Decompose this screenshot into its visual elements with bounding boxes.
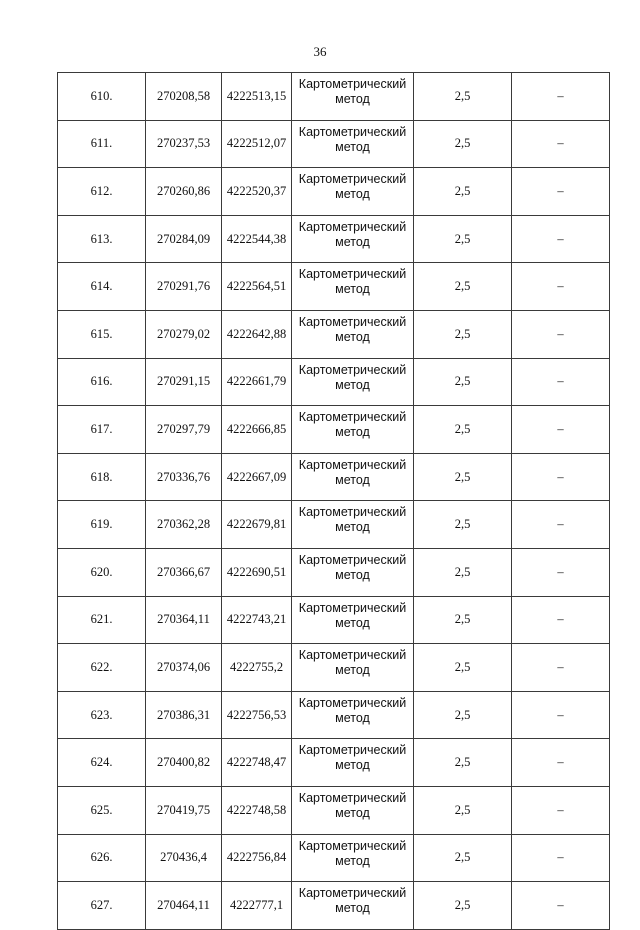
x-coordinate-cell: 270436,4 [146,834,222,882]
accuracy-cell: 2,5 [414,120,512,168]
note-cell: – [512,882,610,930]
note-cell: – [512,548,610,596]
method-line-2: метод [335,758,370,773]
accuracy-cell: 2,5 [414,548,512,596]
point-number-cell: 626. [58,834,146,882]
table-row [58,73,610,121]
y-coordinate-cell: 4222748,58 [222,786,292,834]
table-row [58,215,610,263]
y-coordinate-cell: 4222666,85 [222,406,292,454]
x-coordinate-cell: 270419,75 [146,786,222,834]
note-cell: – [512,263,610,311]
accuracy-cell: 2,5 [414,739,512,787]
table-row [58,644,610,692]
method-line-1: Картометрический [298,267,407,282]
method-line-1: Картометрический [298,648,407,663]
method-cell [292,215,414,263]
table-row [58,310,610,358]
method-line-1: Картометрический [298,410,407,425]
note-cell: – [512,596,610,644]
method-line-2: метод [335,425,370,440]
accuracy-cell: 2,5 [414,73,512,121]
method-line-1: Картометрический [298,362,407,377]
x-coordinate-cell: 270208,58 [146,73,222,121]
note-cell: – [512,215,610,263]
x-coordinate-cell: 270386,31 [146,691,222,739]
method-line-2: метод [335,187,370,202]
method-cell [292,548,414,596]
point-number-cell: 625. [58,786,146,834]
method-cell [292,453,414,501]
note-cell: – [512,406,610,454]
method-line-2: метод [335,472,370,487]
page-number: 36 [313,44,327,59]
method-line-1: Картометрический [298,505,407,520]
x-coordinate-cell: 270374,06 [146,644,222,692]
method-line-1: Картометрический [298,695,407,710]
table-row [58,834,610,882]
method-line-1: Картометрический [298,886,407,901]
coordinates-table-body [58,73,610,930]
method-line-1: Картометрический [298,124,407,139]
y-coordinate-cell: 4222755,2 [222,644,292,692]
accuracy-cell: 2,5 [414,453,512,501]
x-coordinate-cell: 270336,76 [146,453,222,501]
y-coordinate-cell: 4222661,79 [222,358,292,406]
y-coordinate-cell: 4222748,47 [222,739,292,787]
method-line-1: Картометрический [298,457,407,472]
table-row [58,168,610,216]
method-line-1: Картометрический [298,743,407,758]
y-coordinate-cell: 4222679,81 [222,501,292,549]
accuracy-cell: 2,5 [414,168,512,216]
method-cell [292,501,414,549]
note-cell: – [512,501,610,549]
x-coordinate-cell: 270260,86 [146,168,222,216]
table-row [58,882,610,930]
y-coordinate-cell: 4222513,15 [222,73,292,121]
method-cell [292,263,414,311]
method-cell [292,834,414,882]
y-coordinate-cell: 4222756,53 [222,691,292,739]
method-cell [292,120,414,168]
note-cell: – [512,73,610,121]
y-coordinate-cell: 4222667,09 [222,453,292,501]
x-coordinate-cell: 270291,15 [146,358,222,406]
point-number-cell: 627. [58,882,146,930]
x-coordinate-cell: 270464,11 [146,882,222,930]
table-row [58,453,610,501]
method-cell [292,644,414,692]
method-line-2: метод [335,710,370,725]
table-row [58,596,610,644]
point-number-cell: 614. [58,263,146,311]
point-number-cell: 610. [58,73,146,121]
point-number-cell: 619. [58,501,146,549]
x-coordinate-cell: 270279,02 [146,310,222,358]
note-cell: – [512,739,610,787]
method-cell [292,358,414,406]
method-cell [292,691,414,739]
method-cell [292,882,414,930]
point-number-cell: 624. [58,739,146,787]
note-cell: – [512,120,610,168]
note-cell: – [512,358,610,406]
point-number-cell: 611. [58,120,146,168]
note-cell: – [512,786,610,834]
y-coordinate-cell: 4222642,88 [222,310,292,358]
table-row [58,501,610,549]
method-line-1: Картометрический [298,600,407,615]
method-line-1: Картометрический [298,838,407,853]
method-line-2: метод [335,520,370,535]
method-cell [292,786,414,834]
coordinates-table [57,72,610,930]
x-coordinate-cell: 270297,79 [146,406,222,454]
method-line-2: метод [335,901,370,916]
table-row [58,358,610,406]
y-coordinate-cell: 4222743,21 [222,596,292,644]
method-cell [292,406,414,454]
accuracy-cell: 2,5 [414,882,512,930]
accuracy-cell: 2,5 [414,501,512,549]
method-line-2: метод [335,377,370,392]
method-line-2: метод [335,567,370,582]
method-line-2: метод [335,805,370,820]
x-coordinate-cell: 270400,82 [146,739,222,787]
accuracy-cell: 2,5 [414,358,512,406]
method-line-2: метод [335,282,370,297]
method-cell [292,596,414,644]
point-number-cell: 618. [58,453,146,501]
method-line-1: Картометрический [298,172,407,187]
note-cell: – [512,644,610,692]
method-line-2: метод [335,329,370,344]
method-line-1: Картометрический [298,77,407,91]
table-row [58,120,610,168]
y-coordinate-cell: 4222777,1 [222,882,292,930]
point-number-cell: 621. [58,596,146,644]
method-line-1: Картометрический [298,314,407,329]
method-line-2: метод [335,234,370,249]
accuracy-cell: 2,5 [414,406,512,454]
table-row [58,786,610,834]
y-coordinate-cell: 4222512,07 [222,120,292,168]
x-coordinate-cell: 270364,11 [146,596,222,644]
method-cell [292,739,414,787]
point-number-cell: 612. [58,168,146,216]
x-coordinate-cell: 270284,09 [146,215,222,263]
method-cell [292,310,414,358]
method-line-2: метод [335,615,370,630]
method-cell [292,73,414,121]
method-line-2: метод [335,139,370,154]
method-line-1: Картометрический [298,219,407,234]
table-row [58,263,610,311]
accuracy-cell: 2,5 [414,310,512,358]
accuracy-cell: 2,5 [414,215,512,263]
point-number-cell: 616. [58,358,146,406]
point-number-cell: 617. [58,406,146,454]
x-coordinate-cell: 270291,76 [146,263,222,311]
method-line-1: Картометрический [298,790,407,805]
x-coordinate-cell: 270366,67 [146,548,222,596]
accuracy-cell: 2,5 [414,644,512,692]
x-coordinate-cell: 270237,53 [146,120,222,168]
method-line-2: метод [335,853,370,868]
accuracy-cell: 2,5 [414,786,512,834]
note-cell: – [512,310,610,358]
y-coordinate-cell: 4222544,38 [222,215,292,263]
note-cell: – [512,834,610,882]
accuracy-cell: 2,5 [414,596,512,644]
table-row [58,691,610,739]
point-number-cell: 615. [58,310,146,358]
y-coordinate-cell: 4222520,37 [222,168,292,216]
point-number-cell: 620. [58,548,146,596]
point-number-cell: 613. [58,215,146,263]
table-row [58,739,610,787]
point-number-cell: 623. [58,691,146,739]
y-coordinate-cell: 4222756,84 [222,834,292,882]
table-row [58,548,610,596]
y-coordinate-cell: 4222564,51 [222,263,292,311]
method-line-2: метод [335,92,370,106]
method-cell [292,168,414,216]
note-cell: – [512,691,610,739]
accuracy-cell: 2,5 [414,691,512,739]
x-coordinate-cell: 270362,28 [146,501,222,549]
accuracy-cell: 2,5 [414,834,512,882]
note-cell: – [512,453,610,501]
accuracy-cell: 2,5 [414,263,512,311]
table-row [58,406,610,454]
method-line-1: Картометрический [298,552,407,567]
y-coordinate-cell: 4222690,51 [222,548,292,596]
note-cell: – [512,168,610,216]
method-line-2: метод [335,663,370,678]
point-number-cell: 622. [58,644,146,692]
